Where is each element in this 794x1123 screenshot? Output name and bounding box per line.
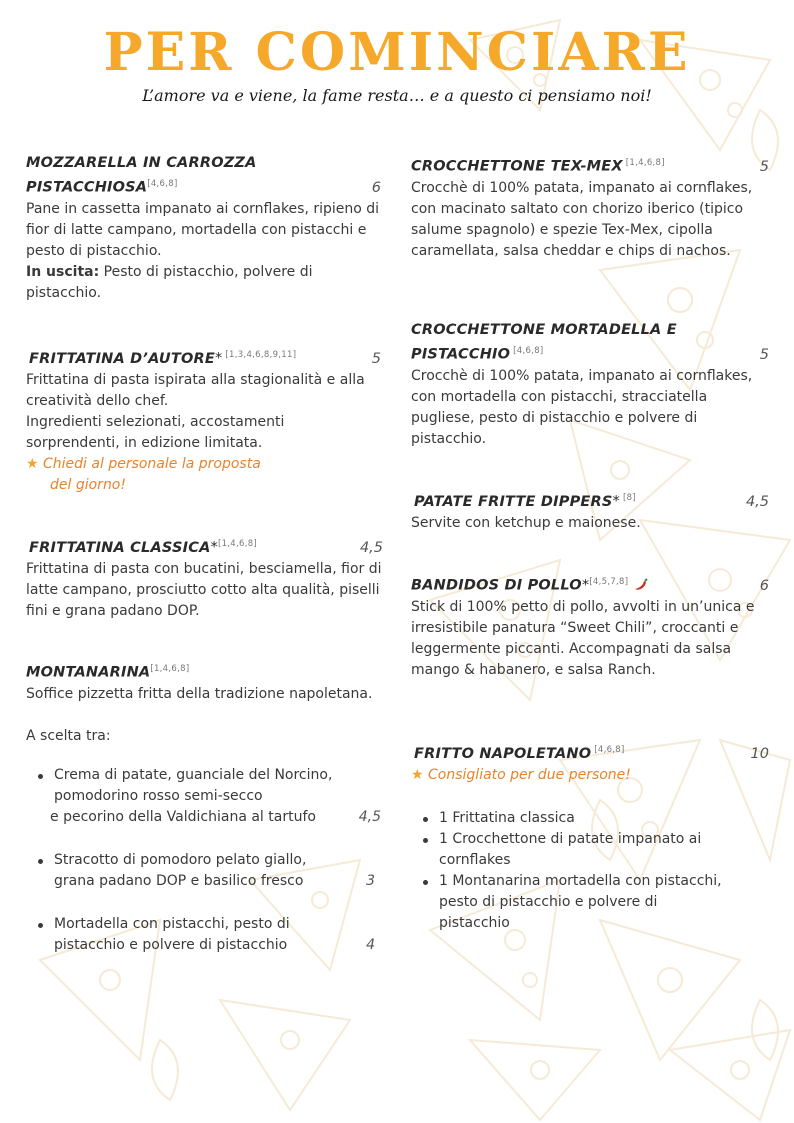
item-name: BANDIDOS DI POLLO [411,577,582,594]
allergen-codes: [8] [622,493,636,503]
allergen-codes: [4,6,8] [147,179,178,189]
item-description: Crocchè di 100% patata, impanato ai cornflakes, con macinato saltato con chorizo iberico (tipico salume spagnolo) e spezie Tex-Mex, cipolla caramellata, salsa cheddar e chips di nachos. [411,179,753,259]
extra-text: Pesto di pistacchio, polvere di pistacchio. [26,263,313,301]
star-icon: ★ [411,766,424,783]
allergen-codes: [1,4,6,8] [217,539,258,549]
item-header [411,320,769,366]
item-description: Stick di 100% petto di pollo, avvolti in un’unica e irresistibile panatura “Sweet Chili”, croccanti e leggermente piccanti. Accompagnati da salsa mango & habanero, e salsa Ranch. [411,598,755,678]
item-name: PATATE FRITTE DIPPERS [414,493,613,510]
menu-item-fritto-napoletano [411,740,769,934]
item-note [411,765,769,786]
included-list [411,808,769,934]
item-header [26,153,381,199]
menu-item-mozzarella [26,153,381,304]
item-price: 4,5 [745,493,769,510]
option-price: 3 [366,872,375,889]
chili-pepper-icon [633,578,649,594]
item-price: 5 [371,350,381,367]
list-item: 1 Crocchettone di patate impanato ai cornflakes [411,829,769,871]
item-description: Crocchè di 100% patata, impanato ai cornflakes, con mortadella con pistacchi, stracciatella pugliese, pesto di pistacchio e polvere di pistacchio. [411,367,753,447]
options-list [26,765,381,956]
star-icon: ★ [26,455,39,472]
menu-item-crocchettone-mortadella [411,320,769,450]
item-price: 10 [750,745,769,762]
item-description: Frittatina di pasta con bucatini, besciamella, fior di latte campano, prosciutto cotto alta qualità, piselli fini e grana padano DOP. [26,560,382,619]
allergen-codes: [1,4,6,8] [625,158,665,168]
tagline: L’amore va e viene, la fame resta… e a questo ci pensiamo noi! [142,86,652,105]
item-price: 6 [371,179,381,196]
item-header [26,659,381,684]
item-name: MOZZARELLA IN CARROZZA [26,155,257,171]
option-price: 4,5 [358,808,381,825]
item-name-line2: PISTACCHIOSA [26,179,148,196]
item-price: 4,5 [359,539,383,556]
menu-item-crocchettone-texmex [411,153,769,262]
allergen-codes: [4,5,7,8] [589,577,629,587]
item-header [411,740,769,765]
allergen-codes: [1,4,6,8] [150,664,190,674]
item-name: MONTANARINA [26,664,151,681]
item-header [26,345,381,370]
list-item: Mortadella con pistacchi, pesto di pistacchio e polvere di pistacchio 4 [26,914,381,956]
note-text: Chiedi al personale la proposta [43,455,261,472]
item-name: FRITTO NAPOLETANO [414,745,592,762]
allergen-codes: [4,6,8] [594,745,625,755]
item-description: Servite con ketchup e maionese. [411,514,641,531]
item-description: Soffice pizzetta fritta della tradizione napoletana. [26,685,373,702]
item-price: 6 [759,577,769,594]
item-name-line2: PISTACCHIO [411,346,511,363]
item-note [26,454,381,475]
item-header [26,534,383,559]
item-price: 5 [759,346,769,363]
menu-item-patate-dippers [411,488,769,534]
page-title: PER COMINCIARE [103,22,691,83]
item-asterisk: * [581,577,590,594]
menu-item-montanarina [26,659,381,956]
allergen-codes: [1,3,4,6,8,9,11] [225,350,297,360]
menu-item-frittatina-classica [26,534,383,622]
item-description: Frittatina di pasta ispirata alla stagionalità e alla creatività dello chef. [26,371,365,409]
option-price: 4 [366,936,375,953]
item-asterisk: * [210,539,218,556]
item-asterisk: * [612,493,620,510]
menu-item-frittatina-autore [26,345,381,496]
item-asterisk: * [214,350,223,367]
item-header [411,488,769,513]
extra-label: In uscita: [26,263,100,280]
choice-label: A scelta tra: [26,727,111,744]
item-description: Pane in cassetta impanato ai cornflakes, ripieno di fior di latte campano, mortadella con pistacchi e pesto di pistacchio. [26,200,380,259]
item-header [411,572,769,597]
allergen-codes: [4,6,8] [513,346,544,356]
item-header [411,153,769,178]
item-description-2: Ingredienti selezionati, accostamenti sorprendenti, in edizione limitata. [26,413,285,451]
item-note-2: del giorno! [50,476,126,493]
list-item: 1 Montanarina mortadella con pistacchi, pesto di pistacchio e polvere di pistacchio [411,871,769,934]
item-name: FRITTATINA D’AUTORE [29,350,215,367]
menu-item-bandidos [411,572,769,681]
list-item: Crema di patate, guanciale del Norcino, pomodorino rosso semi-secco e pecorino della Valdichiana al tartufo 4,5 [26,765,381,828]
item-extra [26,262,381,304]
list-item: 1 Frittatina classica [411,808,769,829]
item-name: CROCCHETTONE MORTADELLA E [411,322,677,338]
item-name: FRITTATINA CLASSICA [29,539,211,556]
note-text: Consigliato per due persone! [428,766,631,783]
item-name: CROCCHETTONE TEX-MEX [411,158,623,175]
list-item: Stracotto di pomodoro pelato giallo, grana padano DOP e basilico fresco 3 [26,850,381,892]
item-price: 5 [759,158,769,175]
